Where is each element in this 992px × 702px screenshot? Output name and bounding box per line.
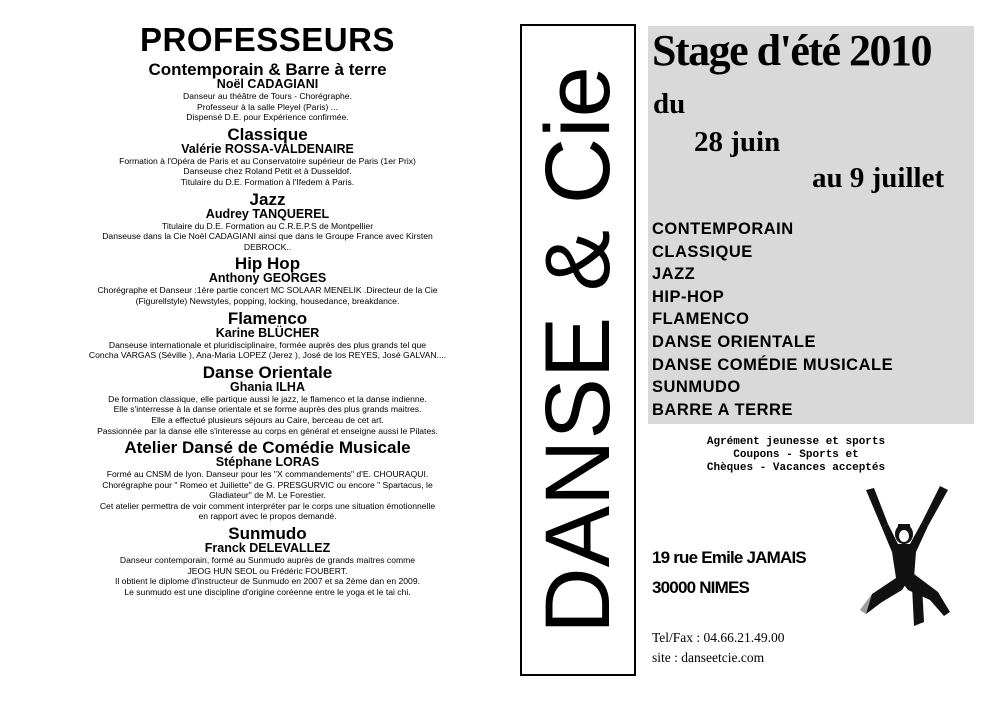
dancer-image: [852, 482, 956, 630]
description-line: Formé au CNSM de lyon. Danseur pour les "X commandements" d'E. CHOURAQUI.: [106, 469, 429, 480]
discipline-title: Danse Orientale: [202, 362, 333, 382]
teacher-description: [20, 285, 515, 306]
teacher-name: Anthony GEORGES: [208, 271, 327, 286]
teacher-description: [20, 469, 515, 522]
dance-item: SUNMUDO: [652, 378, 741, 397]
teacher-name: Franck DELEVALLEZ: [204, 541, 331, 556]
teacher-section: [20, 61, 515, 123]
address-city: 30000 NIMES: [652, 578, 750, 597]
description-line: Formation à l'Opéra de Paris et au Conservatoire supérieur de Paris (1er Prix): [119, 155, 416, 166]
description-line: DEBROCK..: [243, 241, 292, 252]
website-text[interactable]: site : danseetcie.com: [652, 650, 765, 665]
teacher-description: [20, 156, 515, 188]
description-line: Professeur à la salle Pleyel (Paris) ...: [197, 101, 338, 112]
description-line: Il obtient le diplome d'instructeur de Sunmudo en 2007 et sa 2ème dan en 2009.: [114, 576, 420, 587]
description-line: Passionnée par la danse elle s'interesse au corps en général et enseigne aussi le Pilates.: [97, 425, 438, 436]
description-line: Chorégraphe et Danseur :1ère partie concert MC SOLAAR MENELIK .Directeur de la Cie: [97, 285, 438, 296]
discipline-title: Atelier Dansé de Comédie Musicale: [124, 438, 411, 458]
description-line: Le sunmudo est une discipline d'origine coréenne entre le yoga et le tai chi.: [124, 586, 411, 597]
dance-item: CONTEMPORAIN: [652, 220, 794, 238]
description-line: Danseuse chez Roland Petit et à Dusseldof.: [183, 166, 352, 177]
teacher-name: Valérie ROSSA-VALDENAIRE: [181, 141, 354, 156]
contact-info: [652, 628, 785, 668]
discipline-title: Sunmudo: [228, 524, 307, 544]
teacher-section: [20, 255, 515, 306]
date-to: au 9 juillet: [812, 162, 945, 194]
teacher-name: Noël CADAGIANI: [216, 77, 319, 91]
description-line: (Figurellstyle) Newstyles, popping, locking, housedance, breakdance.: [135, 295, 400, 306]
dance-item: CLASSIQUE: [652, 242, 753, 261]
teacher-description: [20, 221, 515, 253]
vertical-title-box: [520, 24, 636, 676]
teacher-name: Audrey TANQUEREL: [205, 206, 330, 221]
date-from: 28 juin: [694, 126, 781, 158]
stage-title: Stage d'été 2010: [652, 26, 932, 75]
teacher-description: [20, 91, 515, 123]
description-line: Danseuse dans la Cie Noël CADAGIANI ainsi que dans le Groupe France avec Kirsten: [102, 231, 433, 242]
description-line: De formation classique, elle partique aussi le jazz, le flamenco et la danse indienne.: [108, 393, 427, 404]
teacher-section: [20, 310, 515, 361]
discipline-title: Flamenco: [227, 308, 308, 328]
discipline-title: Classique: [227, 124, 308, 144]
teacher-name: Stéphane LORAS: [215, 455, 320, 470]
teacher-section: [20, 439, 515, 522]
teachers-column: [20, 22, 515, 597]
agrement-line: Chèques - Vacances acceptés: [706, 462, 886, 474]
date-du: du: [653, 88, 686, 120]
teacher-description: [20, 394, 515, 436]
description-line: JEOG HUN SEOL ou Frédéric FOUBERT.: [187, 565, 348, 576]
description-line: Elle s'interresse à la danse orientale et se forme auprès des plus grands maitres.: [113, 404, 422, 415]
teacher-name: Karine BLÜCHER: [215, 325, 320, 340]
discipline-title: Jazz: [249, 189, 286, 209]
description-line: Danseuse internationale et pluridisciplinaire, formée auprès des plus grands tel que: [108, 339, 427, 350]
teacher-description: [20, 340, 515, 361]
dance-item: FLAMENCO: [652, 310, 750, 329]
address: [652, 543, 806, 603]
description-line: Elle a effectué plusieurs séjours au Caire, berceau de cet art.: [151, 414, 384, 425]
phone-text: Tel/Fax : 04.66.21.49.00: [652, 630, 785, 645]
dance-item: DANSE COMÉDIE MUSICALE: [652, 355, 894, 374]
description-line: en rapport avec le propos demandé.: [198, 511, 337, 522]
description-line: Cet atelier permettra de voir comment interpréter par le corps une situation émotionnelle: [99, 500, 436, 511]
description-line: Titulaire du D.E. Formation au C.R.E.P.S de Montpellier: [161, 220, 374, 231]
description-line: Gladiateur" de M. Le Forestier.: [209, 490, 326, 501]
teacher-section: [20, 525, 515, 597]
description-line: Titulaire du D.E. Formation à l'Ifedem à Paris.: [180, 176, 355, 187]
agrement-block: [676, 436, 916, 475]
teacher-description: [20, 555, 515, 597]
address-street: 19 rue Emile JAMAIS: [652, 548, 806, 567]
dance-item: BARRE A TERRE: [652, 400, 793, 419]
dance-list: [652, 218, 893, 421]
description-line: Chorégraphe pour " Romeo et Juiliette" de G. PRESGURVIC ou encore " Spartacus, le: [102, 479, 433, 490]
teacher-sections: [20, 61, 515, 597]
description-line: Concha VARGAS (Séville ), Ana-Maria LOPEZ (Jerez ), José de los REYES, José GALVAN....: [88, 350, 447, 361]
dance-item: HIP-HOP: [652, 287, 725, 306]
teacher-name: Ghania ILHA: [229, 379, 305, 394]
discipline-title: Contemporain & Barre à terre: [148, 60, 387, 79]
teachers-heading: PROFESSEURS: [140, 21, 395, 58]
vertical-title: DANSE & Cie: [527, 66, 629, 634]
agrement-line: Agrément jeunesse et sports: [706, 436, 886, 448]
description-line: Dispensé D.E. pour Expérience confirmée.: [186, 112, 349, 123]
dance-item: DANSE ORIENTALE: [652, 332, 816, 351]
teacher-section: [20, 191, 515, 253]
teacher-section: [20, 364, 515, 436]
dance-item: JAZZ: [652, 265, 696, 284]
description-line: Danseur contemporain, formé au Sunmudo auprès de grands maitres comme: [119, 555, 416, 566]
teacher-section: [20, 126, 515, 188]
agrement-line: Coupons - Sports et: [733, 449, 859, 461]
description-line: Danseur au théâtre de Tours - Chorégraphe.: [183, 91, 352, 101]
discipline-title: Hip Hop: [234, 254, 301, 274]
